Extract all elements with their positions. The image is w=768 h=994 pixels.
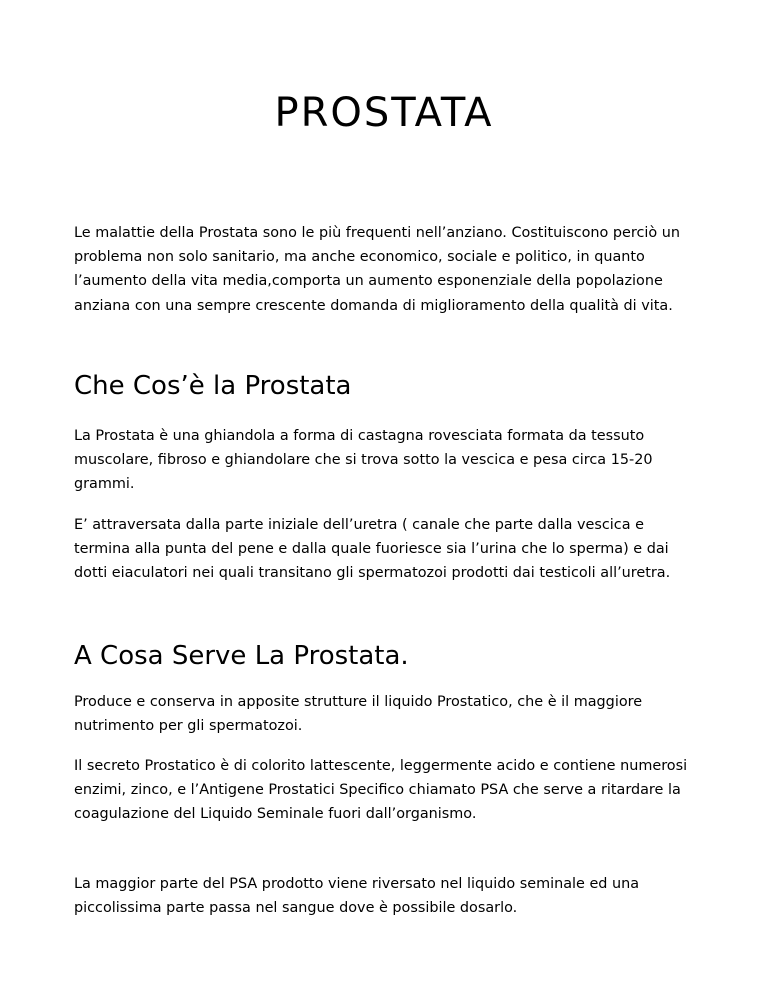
section-1-paragraph-2: E’ attraversata dalla parte iniziale dell’uretra ( canale che parte dalla vescica e termina alla punta del pene e dalla quale fuoriesce sia l’urina che lo sperma) e dai dotti eiaculatori nei quali transitano gli spermatozoi prodotti dai testicoli all’uretra. [74, 517, 671, 582]
section-2-paragraph-1: Produce e conserva in apposite strutture il liquido Prostatico, che è il maggiore nutrimento per gli spermatozoi. [74, 694, 643, 735]
section-2-paragraph-2: Il secreto Prostatico è di colorito lattescente, leggermente acido e contiene numerosi enzimi, zinco, e l’Antigene Prostatici Specifico chiamato PSA che serve a ritardare la coagulazione del Liquido Seminale fuori dall’organismo. [74, 758, 688, 823]
section-1-paragraph-1: La Prostata è una ghiandola a forma di castagna rovesciata formata da tessuto muscolare, fibroso e ghiandolare che si trova sotto la vescica e pesa circa 15-20 grammi. [74, 428, 653, 493]
document-title: PROSTATA [274, 90, 494, 136]
intro-paragraph: Le malattie della Prostata sono le più frequenti nell’anziano. Costituiscono perciò un problema non solo sanitario, ma anche economico, sociale e politico, in quanto l’aumento della vita media,comporta un aumento esponenziale della popolazione anziana con una sempre crescente domanda di miglioramento della qualità di vita. [74, 225, 681, 314]
section-heading-a-cosa-serve: A Cosa Serve La Prostata. [74, 641, 409, 671]
section-heading-che-cose: Che Cos’è la Prostata [74, 371, 352, 401]
section-2-paragraph-3: La maggior parte del PSA prodotto viene riversato nel liquido seminale ed una piccolissima parte passa nel sangue dove è possibile dosarlo. [74, 876, 640, 917]
